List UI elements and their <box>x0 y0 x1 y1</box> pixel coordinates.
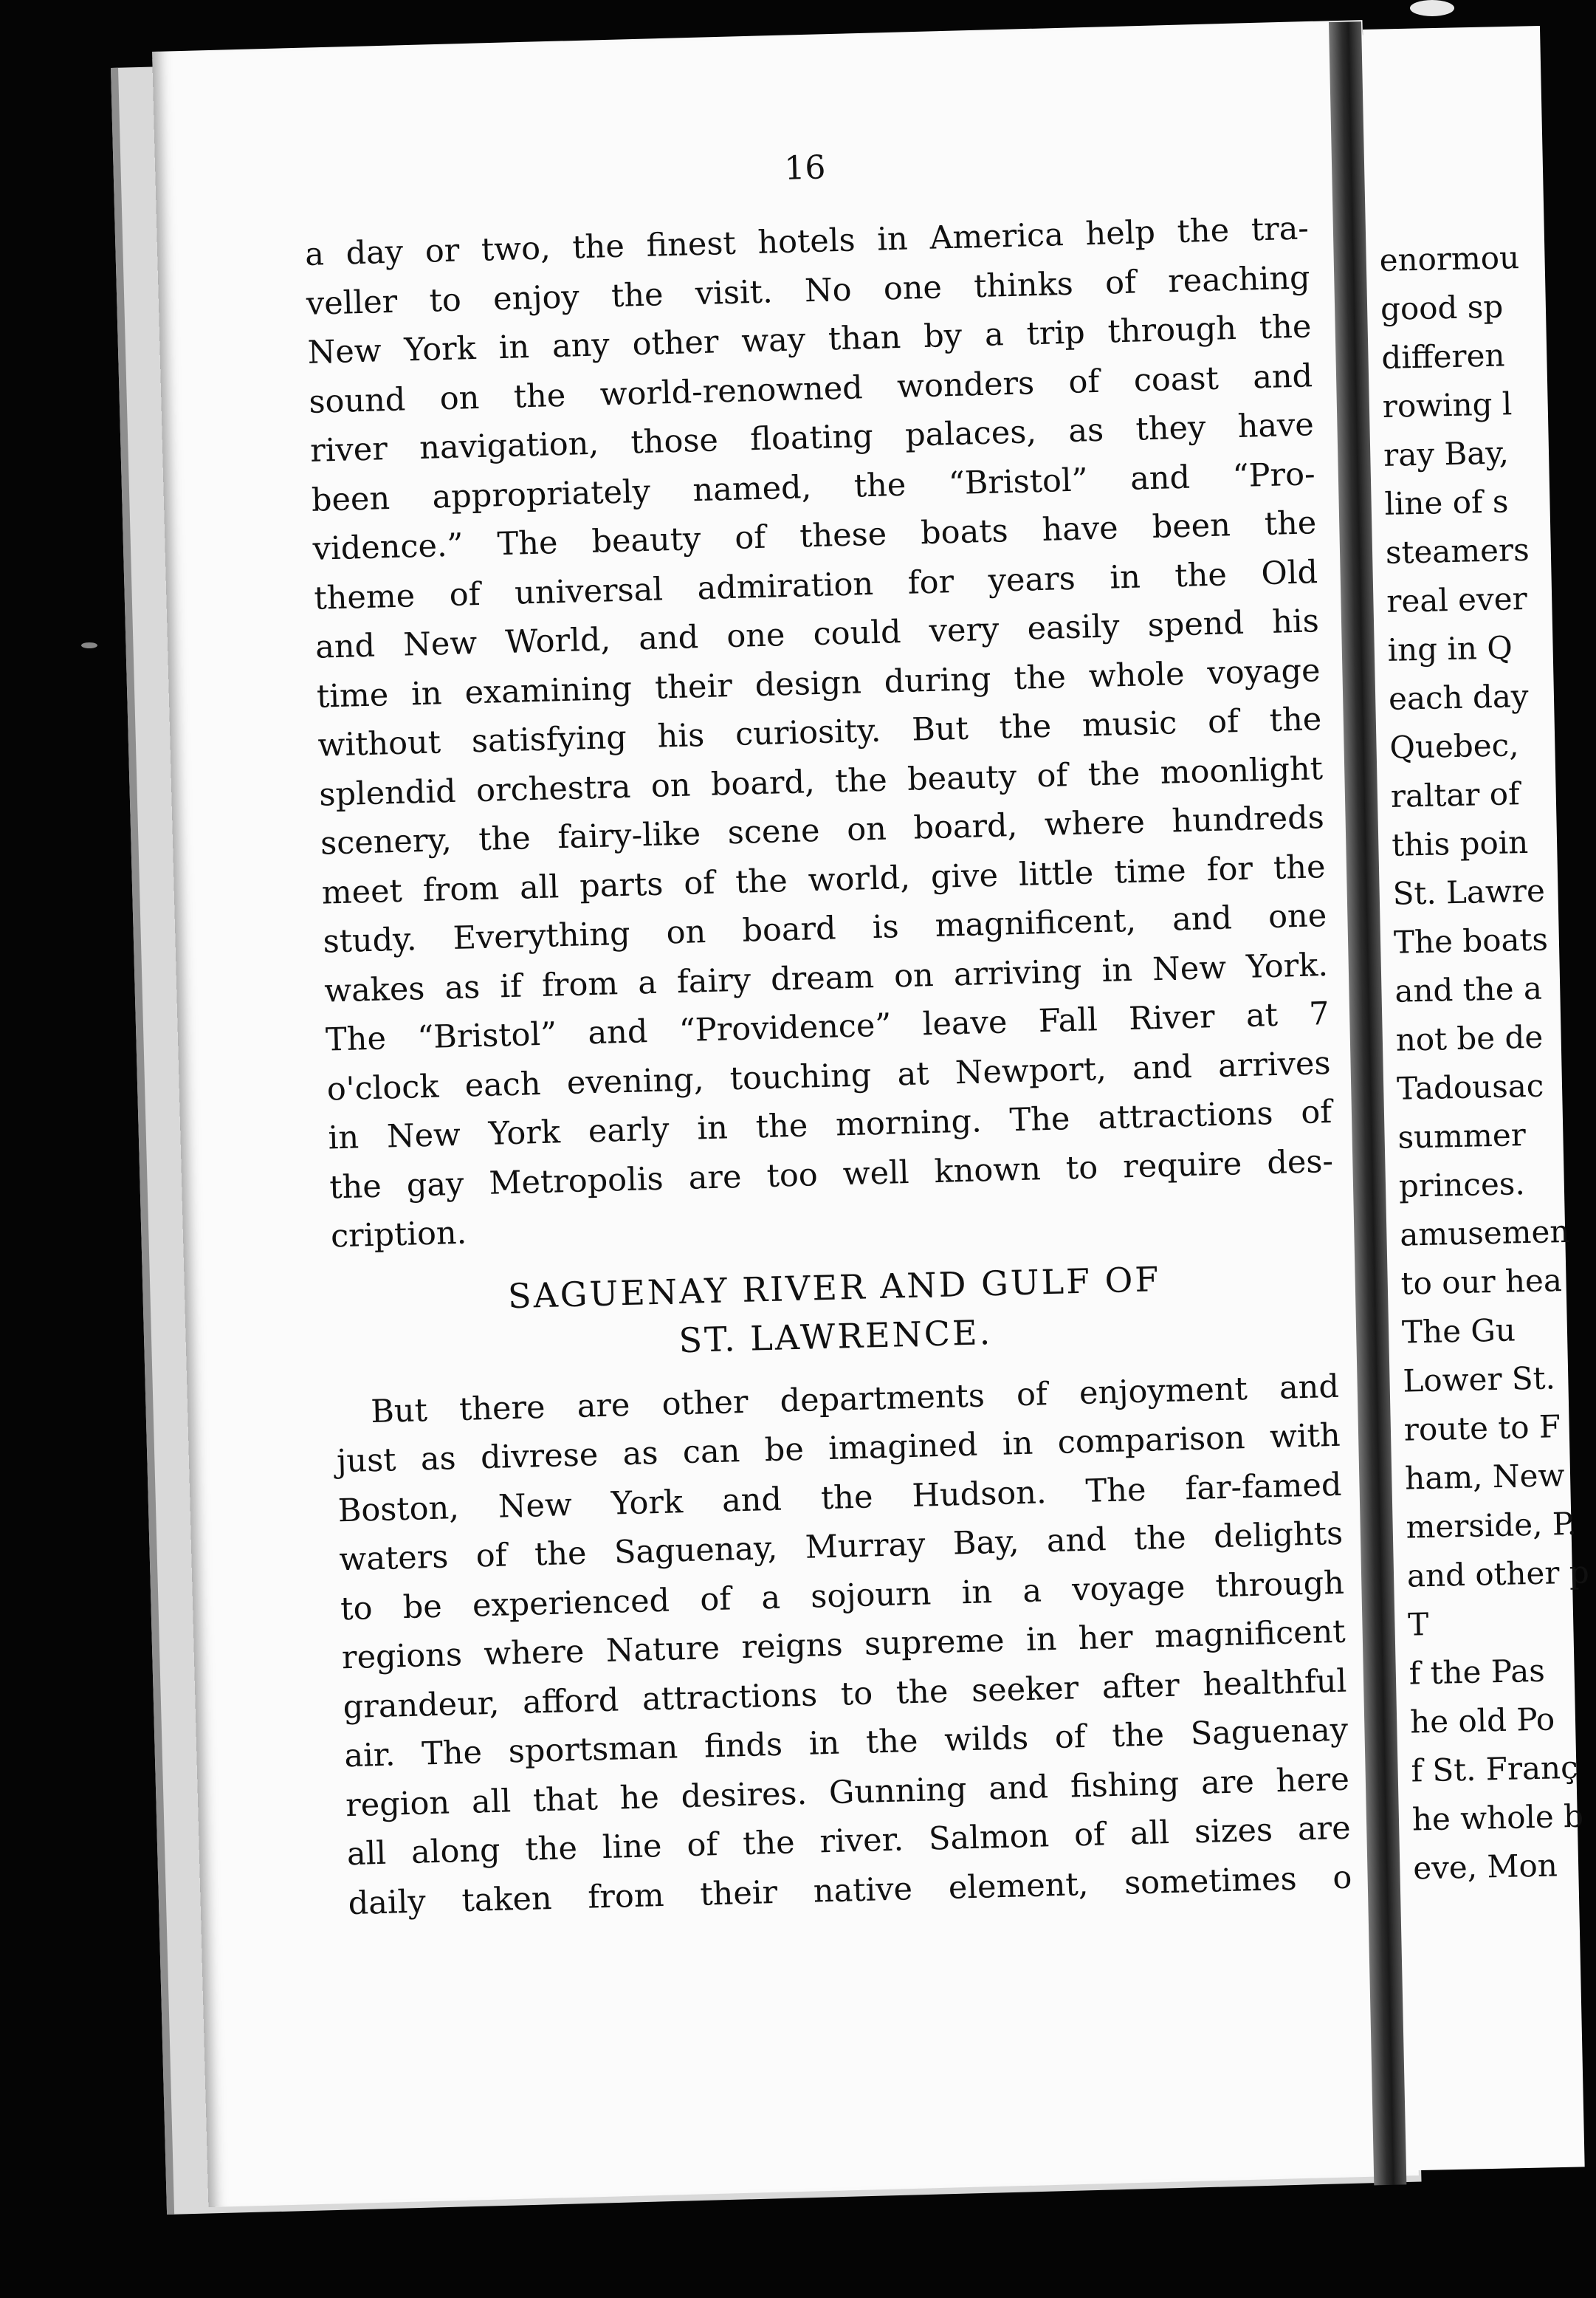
text-line: he whole b <box>1411 1797 1584 1838</box>
text-line: time in examining their design during the whole voyage <box>316 651 1321 716</box>
text-line: region all that he desires. Gunning and fishing are here <box>345 1760 1350 1824</box>
text-line: wakes as if from a fairy dream on arriving in New York. <box>323 946 1329 1010</box>
text-line: The “Bristol” and “Providence” leave Fall River at 7 <box>325 995 1330 1059</box>
paragraph-2 <box>334 1362 1352 1928</box>
text-line: enormou <box>1379 239 1520 278</box>
text-line: all along the line of the river. Salmon of all sizes are <box>346 1809 1352 1873</box>
text-line: differen <box>1380 337 1505 376</box>
text-line: amusemen <box>1399 1213 1570 1253</box>
text-line: The Gu <box>1401 1311 1516 1351</box>
scan-speck <box>1410 0 1454 16</box>
text-line: and other p <box>1406 1554 1590 1594</box>
text-line: ing in Q <box>1387 629 1513 668</box>
text-line: ham, New <box>1404 1457 1565 1497</box>
text-line: eve, Mon <box>1412 1847 1558 1887</box>
text-line: cription. <box>330 1214 467 1255</box>
text-line: New York in any other way than by a trip through the <box>307 308 1312 371</box>
text-line: T <box>1407 1606 1429 1643</box>
text-line: good sp <box>1380 288 1504 327</box>
text-line: just as divrese as can be imagined in comparison with <box>336 1416 1341 1481</box>
text-line: air. The sportsman finds in the wilds of the Saguenay <box>343 1711 1349 1775</box>
text-line: river navigation, those floating palaces, as they have <box>309 406 1315 470</box>
text-line: each day <box>1388 677 1530 717</box>
text-line: f the Pas <box>1408 1652 1546 1692</box>
text-line: study. Everything on board is magnificent, and one <box>322 897 1327 961</box>
text-line: princes. <box>1398 1165 1526 1204</box>
text-line: Boston, New York and the Hudson. The far-famed <box>337 1466 1343 1529</box>
text-line: and New World, and one could very easily spend his <box>314 603 1320 666</box>
text-line: grandeur, afford attractions to the seeker after healthful <box>343 1662 1347 1726</box>
text-line: regions where Nature reigns supreme in her magnificent <box>341 1613 1346 1677</box>
text-line: line of s <box>1384 483 1509 522</box>
text-line: steamers <box>1385 531 1530 571</box>
text-line: merside, P. <box>1406 1505 1578 1546</box>
text-line: route to F <box>1403 1408 1561 1448</box>
text-line: splendid orchestra on board, the beauty of the moonlight <box>318 750 1324 814</box>
text-line: the gay Metropolis are too well known to require des- <box>329 1142 1334 1207</box>
page-number: 16 <box>783 148 827 188</box>
text-line: St. Lawre <box>1392 872 1546 912</box>
section-heading-continued: ST. LAWRENCE. <box>678 1311 993 1360</box>
text-line: vidence.” The beauty of these boats have been the <box>312 504 1317 568</box>
text-line: veller to enjoy the visit. No one thinks of reaching <box>306 258 1311 323</box>
text-line: waters of the Saguenay, Murray Bay, and the delights <box>338 1515 1344 1579</box>
text-line: ray Bay, <box>1383 434 1510 473</box>
text-line: But there are other departments of enjoyment and <box>370 1368 1340 1430</box>
text-line: this poin <box>1391 823 1529 863</box>
text-line: in New York early in the morning. The attractions of <box>327 1093 1332 1157</box>
right-page-text <box>1379 233 1590 1893</box>
left-page-text <box>303 136 1352 1928</box>
section-heading: SAGUENAY RIVER AND GULF OF <box>507 1258 1161 1316</box>
text-line: been appropriately named, the “Bristol” and “Pro- <box>311 455 1316 519</box>
text-line: a day or two, the finest hotels in America help the tra- <box>304 210 1310 273</box>
text-line: to be experienced of a sojourn in a voyage through <box>340 1564 1345 1628</box>
text-line: rowing l <box>1382 385 1513 425</box>
text-line: to our hea <box>1400 1262 1563 1302</box>
text-line: raltar of <box>1390 775 1521 814</box>
scan-speck <box>81 642 97 648</box>
paragraph-1 <box>304 204 1335 1261</box>
text-line: o'clock each evening, touching at Newport, and arrives <box>326 1044 1332 1108</box>
text-line: real ever <box>1386 580 1528 620</box>
text-line: theme of universal admiration for years in the Old <box>313 553 1318 617</box>
text-line: meet from all parts of the world, give little time for the <box>321 848 1327 912</box>
text-line: without satisfying his curiosity. But the music of the <box>317 701 1322 764</box>
text-line: Lower St. <box>1402 1359 1556 1399</box>
text-line: daily taken from their native element, sometimes o <box>348 1859 1352 1922</box>
text-line: The boats <box>1393 921 1549 961</box>
text-line: and the a <box>1394 970 1543 1009</box>
text-line: scenery, the fairy-like scene on board, where hundreds <box>320 799 1325 862</box>
text-line: he old Po <box>1409 1701 1555 1740</box>
text-line: Quebec, <box>1389 727 1519 766</box>
text-line: not be de <box>1395 1018 1544 1058</box>
text-line: sound on the world-renowned wonders of coast and <box>308 357 1313 421</box>
text-line: f St. Franç <box>1411 1749 1579 1789</box>
text-line: summer <box>1397 1117 1527 1156</box>
text-line: Tadousac <box>1396 1067 1544 1107</box>
